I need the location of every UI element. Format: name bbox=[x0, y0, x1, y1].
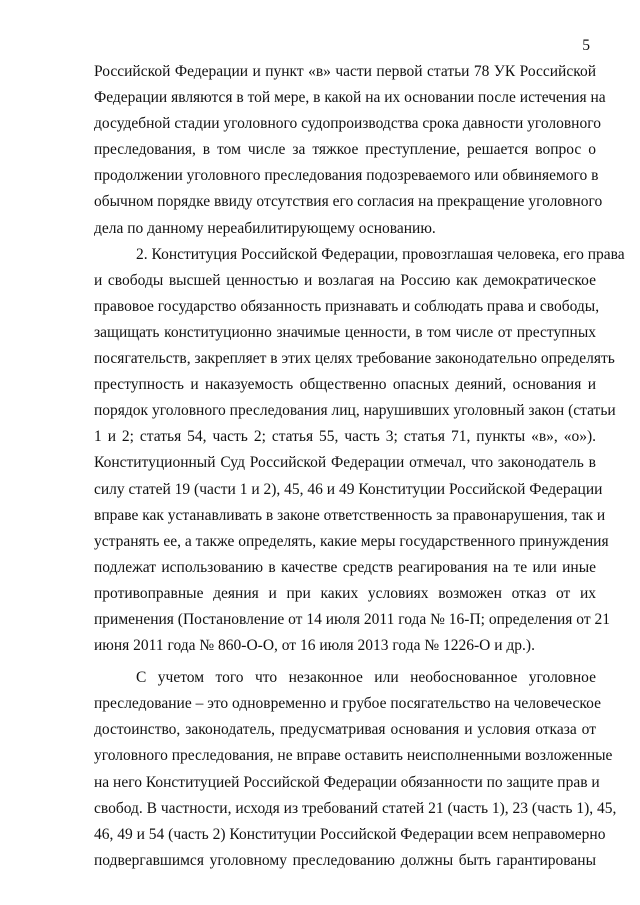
text-line: Конституционный Суд Российской Федерации отмечал, что законодатель в bbox=[94, 454, 596, 472]
text-line: С учетом того что незаконное или необоснованное уголовное bbox=[136, 669, 596, 687]
text-line: и свободы высшей ценностью и возлагая на Россию как демократическое bbox=[94, 271, 596, 289]
text-line: посягательств, закрепляет в этих целях требование законодательно определять bbox=[94, 350, 615, 368]
text-line: достоинство, законодатель, предусматривая основания и условия отказа от bbox=[94, 721, 596, 739]
text-line: июня 2011 года № 860-О-О, от 16 июля 2013 года № 1226-О и др.). bbox=[94, 637, 535, 655]
text-line: досудебной стадии уголовного судопроизводства срока давности уголовного bbox=[94, 115, 601, 133]
paragraph bbox=[94, 59, 606, 242]
text-line: 2. Конституция Российской Федерации, провозглашая человека, его права bbox=[136, 245, 625, 263]
text-line: порядок уголовного преследования лиц, нарушивших уголовный закон (статьи bbox=[94, 402, 616, 420]
text-line: преследования, в том числе за тяжкое преступление, решается вопрос о bbox=[94, 141, 596, 159]
text-line: преследование – это одновременно и грубое посягательство на человеческое bbox=[94, 695, 601, 713]
text-line: применения (Постановление от 14 июля 2011 года № 16-П; определения от 21 bbox=[94, 610, 610, 628]
paragraph bbox=[94, 665, 617, 874]
page-number: 5 bbox=[582, 37, 590, 54]
text-line: защищать конституционно значимые ценности, в том числе от преступных bbox=[94, 323, 596, 341]
text-line: вправе как устанавливать в законе ответственность за правонарушения, так и bbox=[94, 506, 606, 524]
text-line: дела по данному нереабилитирующему основанию. bbox=[94, 219, 436, 237]
text-line: на него Конституцией Российской Федерации обязанности по защите прав и bbox=[94, 773, 600, 791]
text-line: подвергавшимся уголовному преследованию должны быть гарантированы bbox=[94, 851, 596, 869]
text-line: 1 и 2; статья 54, часть 2; статья 55, часть 3; статья 71, пункты «в», «о»). bbox=[94, 428, 596, 446]
text-line: силу статей 19 (части 1 и 2), 45, 46 и 49 Конституции Российской Федерации bbox=[94, 480, 603, 498]
text-line: преступность и наказуемость общественно опасных деяний, основания и bbox=[94, 376, 596, 394]
text-line: 46, 49 и 54 (часть 2) Конституции Российской Федерации всем неправомерно bbox=[94, 825, 606, 843]
text-line: устранять ее, а также определять, какие меры государственного принуждения bbox=[94, 532, 609, 550]
text-line: подлежат использованию в качестве средств реагирования на те или иные bbox=[94, 558, 596, 576]
text-line: правовое государство обязанность признавать и соблюдать права и свободы, bbox=[94, 297, 600, 315]
text-line: уголовного преследования, не вправе оставить неисполненными возложенные bbox=[94, 747, 613, 765]
text-line: Федерации являются в той мере, в какой на их основании после истечения на bbox=[94, 89, 606, 107]
text-line: обычном порядке ввиду отсутствия его согласия на прекращение уголовного bbox=[94, 193, 603, 211]
paragraph bbox=[94, 242, 625, 660]
text-line: свобод. В частности, исходя из требований статей 21 (часть 1), 23 (часть 1), 45, bbox=[94, 799, 617, 817]
document-body bbox=[94, 59, 625, 874]
text-line: Российской Федерации и пункт «в» части первой статьи 78 УК Российской bbox=[94, 63, 596, 80]
text-line: противоправные деяния и при каких условиях возможен отказ от их bbox=[94, 584, 596, 602]
text-line: продолжении уголовного преследования подозреваемого или обвиняемого в bbox=[94, 167, 599, 185]
